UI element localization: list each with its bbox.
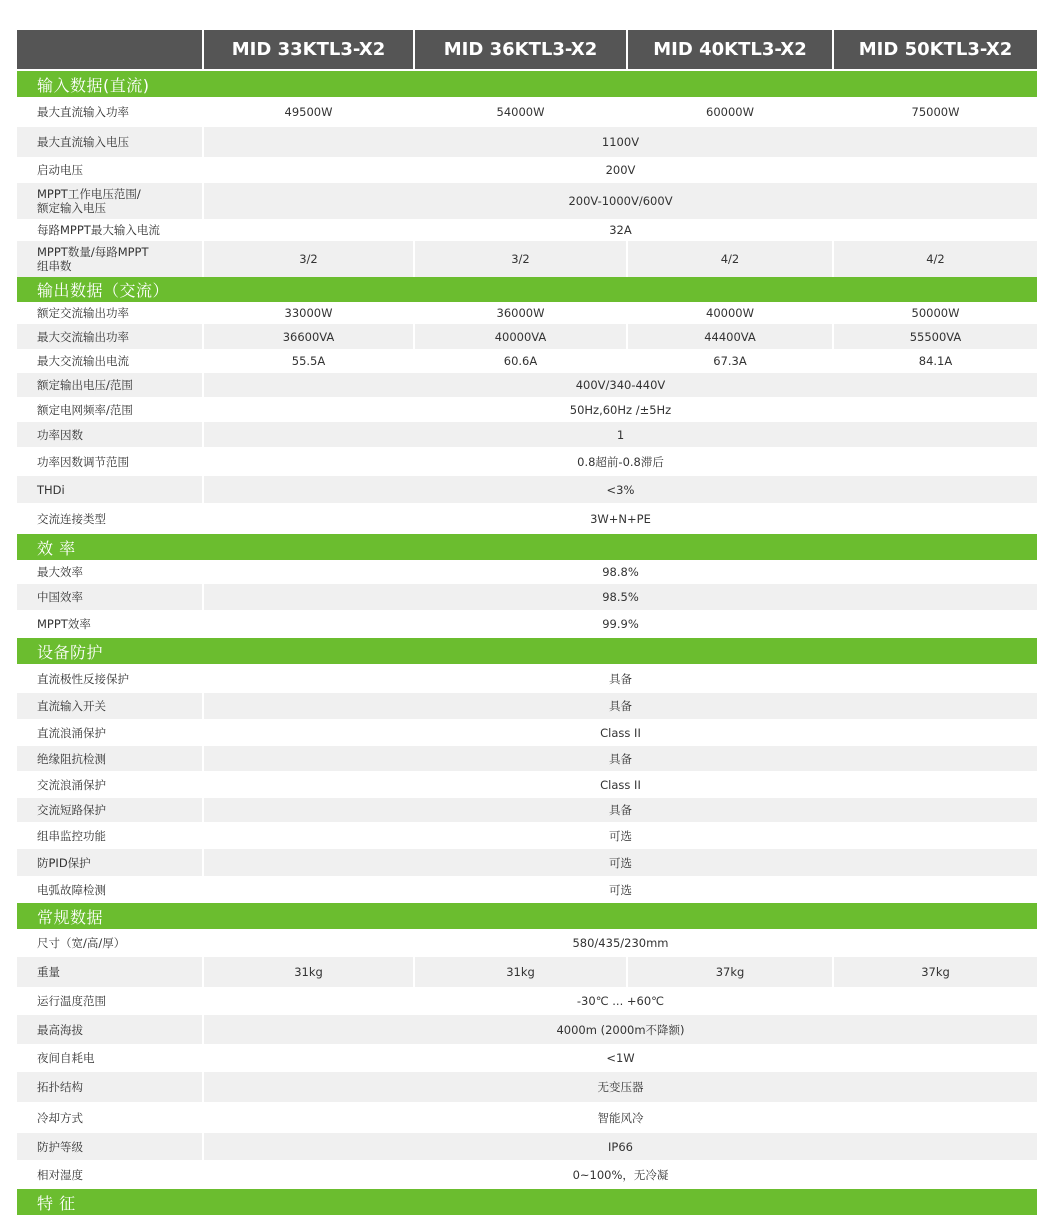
- row-value-model-4: 75000W: [834, 97, 1037, 127]
- spec-section: [17, 638, 1037, 903]
- spec-row: [17, 957, 1037, 987]
- row-label: 最大效率: [17, 560, 202, 584]
- spec-row: [17, 241, 1037, 277]
- section-rows: [17, 929, 1037, 1189]
- spec-row: [17, 476, 1037, 503]
- section-title: 设备防护: [17, 638, 1037, 664]
- row-label: 绝缘阻抗检测: [17, 746, 202, 771]
- spec-row: [17, 746, 1037, 771]
- spec-row: [17, 397, 1037, 422]
- row-label: 功率因数: [17, 422, 202, 447]
- spec-row: [17, 987, 1037, 1015]
- row-label: 额定输出电压/范围: [17, 373, 202, 397]
- spec-row: [17, 349, 1037, 373]
- spec-row: [17, 560, 1037, 584]
- row-value-shared: 400V/340-440V: [204, 373, 1037, 397]
- row-label: 冷却方式: [17, 1102, 202, 1133]
- row-value-shared: IP66: [204, 1133, 1037, 1160]
- row-value-shared: 32A: [204, 219, 1037, 241]
- row-value-shared: 98.8%: [204, 560, 1037, 584]
- row-value-model-2: 54000W: [415, 97, 626, 127]
- spec-row: [17, 664, 1037, 693]
- row-value-model-3: 44400VA: [628, 324, 832, 349]
- row-value-shared: 3W+N+PE: [204, 503, 1037, 534]
- row-label: 尺寸（宽/高/厚）: [17, 929, 202, 957]
- row-value-shared: -30℃ ... +60℃: [204, 987, 1037, 1015]
- spec-row: [17, 219, 1037, 241]
- model-header-3: MID 40KTL3-X2: [628, 30, 832, 69]
- row-value-shared: 0.8超前-0.8滞后: [204, 447, 1037, 476]
- row-value-model-2: 40000VA: [415, 324, 626, 349]
- spec-section: [17, 277, 1037, 534]
- section-rows: [17, 664, 1037, 903]
- row-label: 交流短路保护: [17, 798, 202, 822]
- spec-row: [17, 849, 1037, 876]
- spec-row: [17, 302, 1037, 324]
- spec-section: [17, 1189, 1037, 1215]
- row-value-shared: 200V-1000V/600V: [204, 183, 1037, 219]
- row-value-shared: 智能风冷: [204, 1102, 1037, 1133]
- row-label: 重量: [17, 957, 202, 987]
- row-value-model-1: 36600VA: [204, 324, 413, 349]
- row-value-shared: 无变压器: [204, 1072, 1037, 1102]
- row-value-model-4: 55500VA: [834, 324, 1037, 349]
- spec-row: [17, 693, 1037, 719]
- spec-row: [17, 1015, 1037, 1044]
- model-header-4: MID 50KTL3-X2: [834, 30, 1037, 69]
- row-value-shared: 50Hz,60Hz /±5Hz: [204, 397, 1037, 422]
- spec-row: [17, 1133, 1037, 1160]
- row-value-shared: 0~100%，无冷凝: [204, 1160, 1037, 1189]
- row-label: 拓扑结构: [17, 1072, 202, 1102]
- spec-row: [17, 876, 1037, 903]
- row-label: 功率因数调节范围: [17, 447, 202, 476]
- section-title: 输出数据（交流）: [17, 277, 1037, 302]
- row-value-model-4: 37kg: [834, 957, 1037, 987]
- row-value-shared: 580/435/230mm: [204, 929, 1037, 957]
- row-label: 夜间自耗电: [17, 1044, 202, 1072]
- row-label: 最大直流输入电压: [17, 127, 202, 157]
- row-value-model-1: 31kg: [204, 957, 413, 987]
- row-value-shared: 1100V: [204, 127, 1037, 157]
- row-value-shared: 98.5%: [204, 584, 1037, 610]
- row-label: MPPT效率: [17, 610, 202, 638]
- row-value-shared: 具备: [204, 693, 1037, 719]
- spec-row: [17, 798, 1037, 822]
- row-value-shared: <3%: [204, 476, 1037, 503]
- row-value-shared: 可选: [204, 849, 1037, 876]
- row-label: THDi: [17, 476, 202, 503]
- spec-row: [17, 610, 1037, 638]
- row-label: 最大直流输入功率: [17, 97, 202, 127]
- row-label: 运行温度范围: [17, 987, 202, 1015]
- header-corner-cell: [17, 30, 202, 69]
- row-value-shared: Class II: [204, 771, 1037, 798]
- row-value-model-3: 40000W: [628, 302, 832, 324]
- row-value-model-2: 60.6A: [415, 349, 626, 373]
- row-value-shared: 99.9%: [204, 610, 1037, 638]
- spec-row: [17, 1160, 1037, 1189]
- spec-table: [17, 30, 1037, 1215]
- section-title: 效 率: [17, 534, 1037, 560]
- spec-row: [17, 1044, 1037, 1072]
- row-label: 额定电网频率/范围: [17, 397, 202, 422]
- spec-row: [17, 127, 1037, 157]
- spec-row: [17, 719, 1037, 746]
- row-value-shared: Class II: [204, 719, 1037, 746]
- spec-row: [17, 157, 1037, 183]
- row-label: 最大交流输出电流: [17, 349, 202, 373]
- row-value-shared: 200V: [204, 157, 1037, 183]
- row-value-shared: 具备: [204, 664, 1037, 693]
- spec-row: [17, 324, 1037, 349]
- row-value-model-3: 37kg: [628, 957, 832, 987]
- row-label: 电弧故障检测: [17, 876, 202, 903]
- spec-row: [17, 422, 1037, 447]
- row-label: 最高海拔: [17, 1015, 202, 1044]
- row-value-model-1: 3/2: [204, 241, 413, 277]
- row-value-model-2: 31kg: [415, 957, 626, 987]
- row-label: 防PID保护: [17, 849, 202, 876]
- row-value-model-3: 4/2: [628, 241, 832, 277]
- model-header-2: MID 36KTL3-X2: [415, 30, 626, 69]
- spec-row: [17, 929, 1037, 957]
- spec-section: [17, 71, 1037, 277]
- row-value-model-4: 4/2: [834, 241, 1037, 277]
- row-label: 启动电压: [17, 157, 202, 183]
- spec-row: [17, 183, 1037, 219]
- row-label: 中国效率: [17, 584, 202, 610]
- section-title: 特 征: [17, 1189, 1037, 1215]
- row-value-model-1: 33000W: [204, 302, 413, 324]
- row-value-model-4: 84.1A: [834, 349, 1037, 373]
- spec-row: [17, 97, 1037, 127]
- model-header-1: MID 33KTL3-X2: [204, 30, 413, 69]
- row-value-shared: 可选: [204, 876, 1037, 903]
- spec-row: [17, 822, 1037, 849]
- row-label: 相对湿度: [17, 1160, 202, 1189]
- row-value-model-2: 3/2: [415, 241, 626, 277]
- section-title: 常规数据: [17, 903, 1037, 929]
- spec-row: [17, 447, 1037, 476]
- spec-row: [17, 373, 1037, 397]
- row-label: MPPT工作电压范围/ 额定输入电压: [17, 183, 202, 219]
- row-label: 直流输入开关: [17, 693, 202, 719]
- row-label: 直流极性反接保护: [17, 664, 202, 693]
- row-label: 直流浪涌保护: [17, 719, 202, 746]
- spec-section: [17, 903, 1037, 1189]
- row-label: 交流浪涌保护: [17, 771, 202, 798]
- row-label: 最大交流输出功率: [17, 324, 202, 349]
- section-rows: [17, 302, 1037, 534]
- row-value-shared: 4000m (2000m不降额): [204, 1015, 1037, 1044]
- section-title: 输入数据(直流): [17, 71, 1037, 97]
- row-value-shared: <1W: [204, 1044, 1037, 1072]
- row-value-shared: 可选: [204, 822, 1037, 849]
- row-label: MPPT数量/每路MPPT 组串数: [17, 241, 202, 277]
- spec-table-body: [17, 71, 1037, 1215]
- spec-row: [17, 771, 1037, 798]
- row-value-model-2: 36000W: [415, 302, 626, 324]
- model-header-row: [17, 30, 1037, 69]
- spec-section: [17, 534, 1037, 638]
- row-value-model-3: 60000W: [628, 97, 832, 127]
- section-rows: [17, 560, 1037, 638]
- spec-row: [17, 1102, 1037, 1133]
- row-value-model-1: 55.5A: [204, 349, 413, 373]
- section-rows: [17, 97, 1037, 277]
- row-label: 交流连接类型: [17, 503, 202, 534]
- spec-row: [17, 1072, 1037, 1102]
- row-value-model-4: 50000W: [834, 302, 1037, 324]
- row-value-model-1: 49500W: [204, 97, 413, 127]
- row-label: 每路MPPT最大输入电流: [17, 219, 202, 241]
- row-label: 组串监控功能: [17, 822, 202, 849]
- row-value-shared: 具备: [204, 798, 1037, 822]
- row-label: 额定交流输出功率: [17, 302, 202, 324]
- row-value-model-3: 67.3A: [628, 349, 832, 373]
- spec-row: [17, 503, 1037, 534]
- row-value-shared: 1: [204, 422, 1037, 447]
- row-value-shared: 具备: [204, 746, 1037, 771]
- spec-row: [17, 584, 1037, 610]
- row-label: 防护等级: [17, 1133, 202, 1160]
